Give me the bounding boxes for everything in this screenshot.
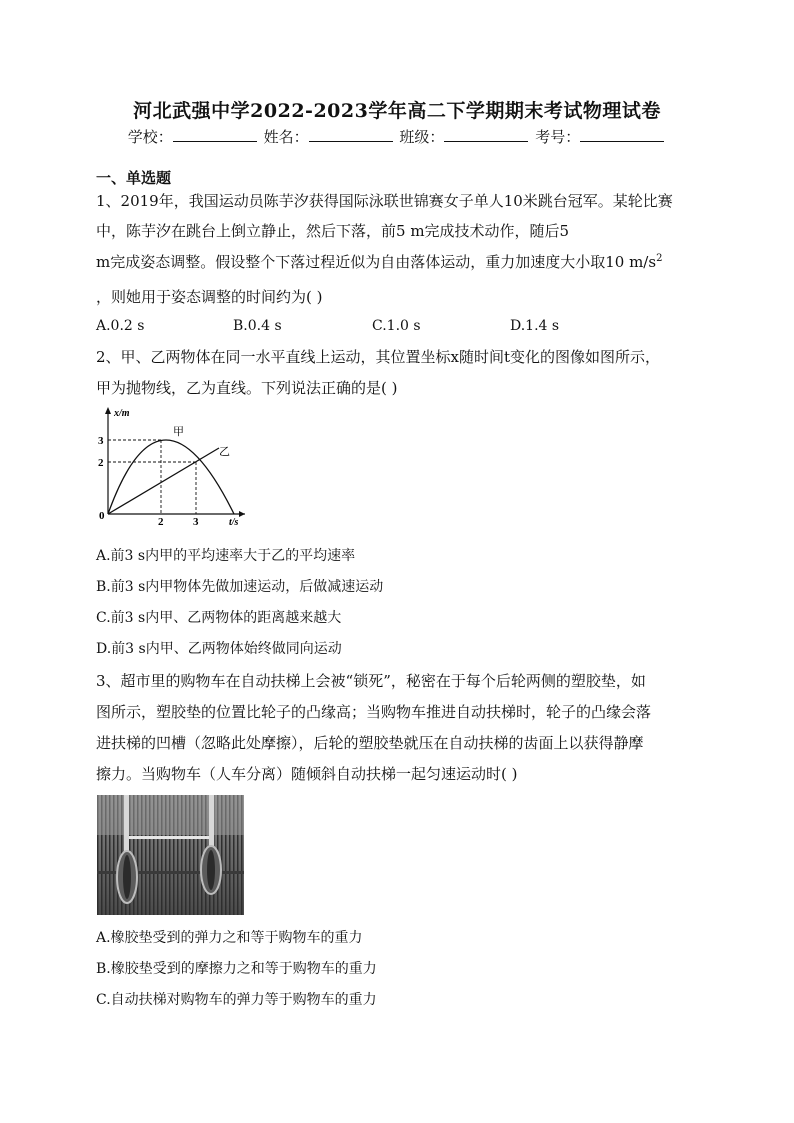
q3-text-line3: 进扶梯的凹槽（忽略此处摩擦），后轮的塑胶垫就压在自动扶梯的齿面上以获得静摩 xyxy=(96,734,644,752)
q3-text-line2: 图所示，塑胶垫的位置比轮子的凸缘高；当购物车推进自动扶梯时，轮子的凸缘会落 xyxy=(96,703,652,721)
cart-crossbar xyxy=(129,836,209,839)
name-blank xyxy=(309,127,393,142)
q1-text-line1: 1、2019年，我国运动员陈芋汐获得国际泳联世锦赛女子单人10米跳台冠军。某轮比赛 xyxy=(96,192,673,210)
school-blank xyxy=(173,127,257,142)
q1-text-line4: ，则她用于姿态调整的时间约为( ) xyxy=(96,288,323,306)
section-heading: 一、单选题 xyxy=(96,169,172,187)
label-yi: 乙 xyxy=(219,446,230,458)
q2-option-d: D.前3 s内甲、乙两物体始终做同向运动 xyxy=(96,641,342,657)
q2-option-c: C.前3 s内甲、乙两物体的距离越来越大 xyxy=(96,610,342,626)
student-info-row xyxy=(0,126,794,147)
cart-leg-right xyxy=(209,795,214,847)
cart-leg-left xyxy=(124,795,129,855)
wheel-left-hub xyxy=(123,855,131,899)
q1-option-d: D.1.4 s xyxy=(510,318,560,334)
y-axis-arrow xyxy=(105,407,111,414)
q2-option-a: A.前3 s内甲的平均速率大于乙的平均速率 xyxy=(96,548,356,564)
q1-option-a: A.0.2 s xyxy=(96,318,145,334)
q3-option-b: B.橡胶垫受到的摩擦力之和等于购物车的重力 xyxy=(96,961,377,977)
q1-text-line3-main: m完成姿态调整。假设整个下落过程近似为自由落体运动，重力加速度大小取10 m/s xyxy=(96,253,657,271)
q1-text-line2: 中，陈芋汐在跳台上倒立静止，然后下落，前5 m完成技术动作，随后5 xyxy=(96,222,570,240)
upper-light-area xyxy=(97,795,244,835)
x-axis-label: t/s xyxy=(229,517,239,528)
q1-superscript: 2 xyxy=(656,253,663,264)
x-tick-2: 2 xyxy=(158,516,164,528)
q1-text-line3 xyxy=(96,251,662,272)
x-axis-arrow xyxy=(239,511,245,517)
line-yi xyxy=(108,448,219,514)
q2-text-line2: 甲为抛物线，乙为直线。下列说法正确的是( ) xyxy=(96,379,398,397)
xt-graph xyxy=(95,404,250,529)
q3-text-line4: 擦力。当购物车（人车分离）随倾斜自动扶梯一起匀速运动时( ) xyxy=(96,765,518,783)
q2-text-line1: 2、甲、乙两物体在同一水平直线上运动，其位置坐标x随时间t变化的图像如图所示， xyxy=(96,348,661,366)
school-label: 学校： xyxy=(127,128,173,146)
class-label: 班级： xyxy=(399,128,445,146)
number-label: 考号： xyxy=(535,128,581,146)
q3-option-a: A.橡胶垫受到的弹力之和等于购物车的重力 xyxy=(96,930,363,946)
label-jia: 甲 xyxy=(173,426,184,438)
q1-option-b: B.0.4 s xyxy=(233,318,282,334)
page-title: 河北武强中学2022-2023学年高二下学期期末考试物理试卷 xyxy=(133,100,661,122)
shopping-cart-photo xyxy=(97,795,244,915)
q3-option-c: C.自动扶梯对购物车的弹力等于购物车的重力 xyxy=(96,992,377,1008)
y-tick-3: 3 xyxy=(98,435,104,447)
y-axis-label: x/m xyxy=(114,408,130,419)
number-blank xyxy=(580,127,664,142)
q3-text-line1: 3、超市里的购物车在自动扶梯上会被“锁死”，秘密在于每个后轮两侧的塑胶垫，如 xyxy=(96,672,646,690)
name-label: 姓名： xyxy=(263,128,309,146)
q2-option-b: B.前3 s内甲物体先做加速运动，后做减速运动 xyxy=(96,579,384,595)
x-tick-3: 3 xyxy=(193,516,199,528)
origin-label: 0 xyxy=(99,510,105,522)
q1-option-c: C.1.0 s xyxy=(372,318,421,334)
class-blank xyxy=(444,127,528,142)
y-tick-2: 2 xyxy=(98,457,104,469)
wheel-right-hub xyxy=(207,850,215,890)
